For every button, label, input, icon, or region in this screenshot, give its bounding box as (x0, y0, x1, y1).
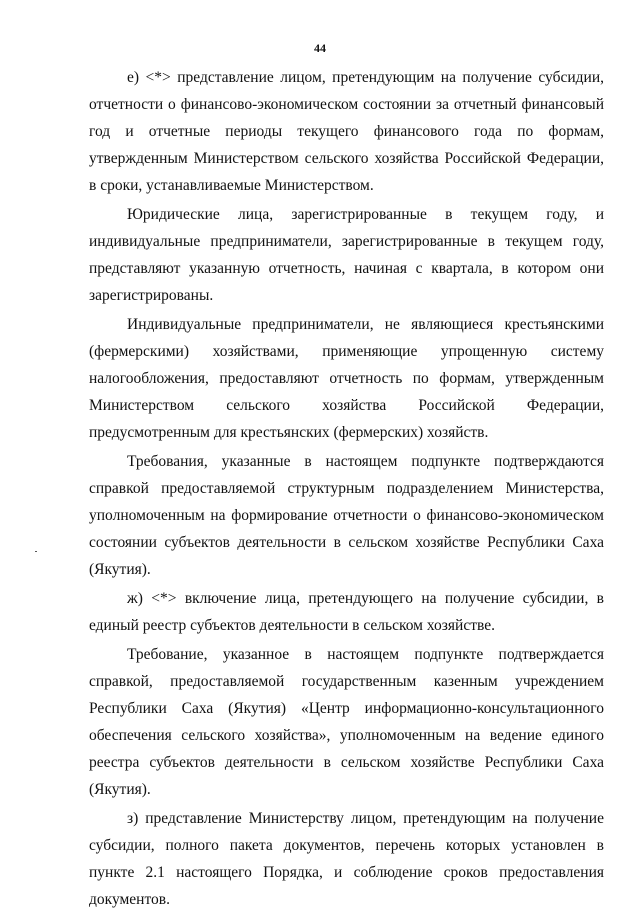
paragraph-legal-entities: Юридические лица, зарегистрированные в текущем году, и индивидуальные предприниматели, зарегистрированные в текущем году, представляют указанную отчетность, начиная с квартала, в котором они зарегистрированы. (89, 206, 604, 304)
document-body (89, 64, 604, 913)
margin-mark (35, 551, 37, 552)
paragraph-z: з) представление Министерству лицом, претендующим на получение субсидии, полного пакета документов, перечень которых установлен в пункте 2.1 настоящего Порядка, и соблюдение сроков предоставления документов. (89, 810, 604, 908)
paragraph-requirements-e: Требования, указанные в настоящем подпункте подтверждаются справкой предоставляемой структурным подразделением Министерства, уполномоченным на формирование отчетности о финансово-экономическом состоянии субъектов деятельности в сельском хозяйстве Республики Саха (Якутия). (89, 453, 604, 578)
paragraph-e: е) <*> представление лицом, претендующим на получение субсидии, отчетности о финансово-экономическом состоянии за отчетный финансовый год и отчетные периоды текущего финансового года по формам, утвержденным Министерством сельского хозяйства Российской Федерации, в сроки, устанавливаемые Министерством. (89, 69, 604, 194)
paragraph-requirement-zh: Требование, указанное в настоящем подпункте подтверждается справкой, предоставляемой государственным казенным учреждением Республики Саха (Якутия) «Центр информационно-консультационного обеспечения сельского хозяйства», уполномоченным на ведение единого реестра субъектов деятельности в сельском хозяйстве Республики Саха (Якутия). (89, 646, 604, 798)
paragraph-zh: ж) <*> включение лица, претендующего на получение субсидии, в единый реестр субъектов деятельности в сельском хозяйстве. (89, 590, 604, 634)
paragraph-entrepreneurs: Индивидуальные предприниматели, не являющиеся крестьянскими (фермерскими) хозяйствами, применяющие упрощенную систему налогообложения, предоставляют отчетность по формам, утвержденным Министерством сельского хозяйства Российской Федерации, предусмотренным для крестьянских (фермерских) хозяйств. (89, 316, 604, 441)
page-number: 44 (314, 41, 326, 55)
